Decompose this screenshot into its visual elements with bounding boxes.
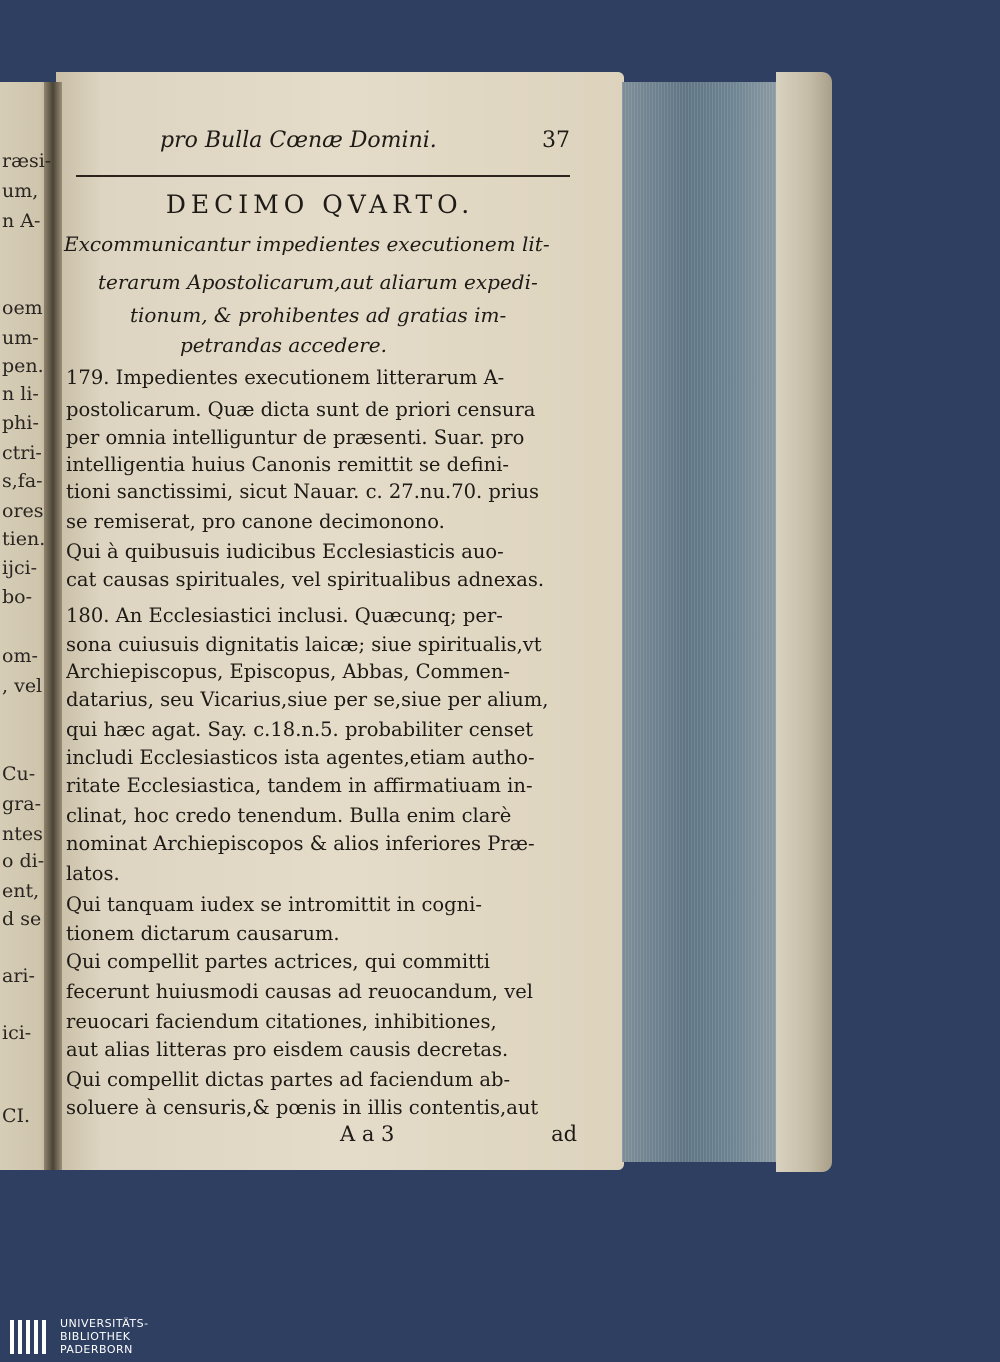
body-line: soluere à censuris,& pœnis in illis contentis,aut bbox=[66, 1096, 539, 1119]
body-line: Qui à quibusuis iudicibus Ecclesiasticis auo- bbox=[66, 540, 504, 563]
left-page-fragment: o di- bbox=[2, 850, 45, 872]
section-heading: DECIMO QVARTO. bbox=[165, 190, 475, 219]
body-line: 180. An Ecclesiastici inclusi. Quæcunq; per- bbox=[66, 604, 503, 627]
left-page-fragment: ari- bbox=[2, 965, 35, 987]
left-page-fragment: n li- bbox=[2, 383, 39, 405]
left-page-fragment: ores bbox=[2, 500, 44, 522]
left-page-fragment: n A- bbox=[2, 210, 41, 232]
body-line: fecerunt huiusmodi causas ad reuocandum, vel bbox=[66, 980, 534, 1003]
catchwords bbox=[340, 1122, 577, 1146]
footer-bar bbox=[0, 1312, 1000, 1362]
left-page-fragment: ntes bbox=[2, 823, 43, 845]
body-line: aut alias litteras pro eisdem causis decretas. bbox=[66, 1038, 509, 1061]
body-line: se remiserat, pro canone decimonono. bbox=[66, 510, 445, 533]
page-header bbox=[160, 128, 570, 158]
left-page-fragment: um, bbox=[2, 180, 39, 202]
page-number: 37 bbox=[542, 128, 570, 153]
left-page-fragment: ijci- bbox=[2, 557, 38, 579]
body-line: qui hæc agat. Say. c.18.n.5. probabiliter censet bbox=[66, 718, 534, 741]
summary-line: petrandas accedere. bbox=[180, 333, 387, 357]
header-rule bbox=[76, 175, 570, 177]
logo-line-3: PADERBORN bbox=[60, 1343, 133, 1356]
body-line: reuocari faciendum citationes, inhibitiones, bbox=[66, 1010, 497, 1033]
left-page-fragment: ctri- bbox=[2, 442, 42, 464]
left-page-edge bbox=[0, 82, 50, 1170]
summary-line: terarum Apostolicarum,aut aliarum expedi- bbox=[98, 270, 538, 294]
left-page-fragment: , vel bbox=[2, 675, 43, 697]
body-line: clinat, hoc credo tenendum. Bulla enim clarè bbox=[66, 804, 512, 827]
body-line: 179. Impedientes executionem litterarum A- bbox=[66, 366, 505, 389]
left-page-fragment: CI. bbox=[2, 1105, 31, 1127]
body-line: latos. bbox=[66, 862, 120, 885]
left-page-fragment: Cu- bbox=[2, 763, 36, 785]
logo-line-2: BIBLIOTHEK bbox=[60, 1330, 131, 1343]
left-page-fragment: oem bbox=[2, 297, 43, 319]
left-page-fragment: om- bbox=[2, 645, 38, 667]
left-page-fragment: phi- bbox=[2, 412, 39, 434]
body-line: includi Ecclesiasticos ista agentes,etiam autho- bbox=[66, 746, 535, 769]
body-line: Archiepiscopus, Episcopus, Abbas, Commen- bbox=[66, 660, 510, 683]
body-line: intelligentia huius Canonis remittit se defini- bbox=[66, 453, 510, 476]
body-line: datarius, seu Vicarius,siue per se,siue per alium, bbox=[66, 688, 549, 711]
library-logo-icon bbox=[8, 1316, 50, 1358]
logo-line-1: UNIVERSITÄTS- bbox=[60, 1317, 149, 1330]
book-cover-edge bbox=[776, 72, 832, 1172]
left-page-fragment: s,fa- bbox=[2, 470, 43, 492]
signature-mark: A a 3 bbox=[340, 1122, 395, 1146]
book-gutter bbox=[44, 82, 62, 1170]
left-page-fragment: um- bbox=[2, 327, 39, 349]
body-line: per omnia intelliguntur de præsenti. Suar. pro bbox=[66, 426, 525, 449]
body-line: cat causas spirituales, vel spiritualibus adnexas. bbox=[66, 568, 545, 591]
page-block-fore-edge bbox=[622, 82, 780, 1162]
running-head: pro Bulla Cœnæ Domini. bbox=[160, 128, 437, 153]
body-line: tionem dictarum causarum. bbox=[66, 922, 340, 945]
body-line: Qui tanquam iudex se intromittit in cogni- bbox=[66, 893, 483, 916]
left-page-fragment: d se bbox=[2, 908, 42, 930]
left-page-fragment: ici- bbox=[2, 1022, 32, 1044]
body-line: nominat Archiepiscopos & alios inferiores Præ- bbox=[66, 832, 535, 855]
body-line: sona cuiusuis dignitatis laicæ; siue spiritualis,vt bbox=[66, 633, 542, 656]
summary-line: tionum, & prohibentes ad gratias im- bbox=[130, 303, 507, 327]
left-page-fragment: gra- bbox=[2, 793, 41, 815]
left-page-fragment: pen. bbox=[2, 355, 44, 377]
body-line: postolicarum. Quæ dicta sunt de priori censura bbox=[66, 398, 536, 421]
left-page-fragment: bo- bbox=[2, 586, 33, 608]
body-line: Qui compellit dictas partes ad faciendum ab- bbox=[66, 1068, 511, 1091]
left-page-fragment: tien. bbox=[2, 528, 46, 550]
left-page-fragment: ent, bbox=[2, 880, 40, 902]
left-page-fragment: ræsi- bbox=[2, 150, 52, 172]
body-line: ritate Ecclesiastica, tandem in affirmatiuam in- bbox=[66, 774, 533, 797]
catchword: ad bbox=[551, 1122, 578, 1146]
body-line: tioni sanctissimi, sicut Nauar. c. 27.nu.70. prius bbox=[66, 480, 540, 503]
body-line: Qui compellit partes actrices, qui committi bbox=[66, 950, 490, 973]
summary-line: Excommunicantur impedientes executionem lit- bbox=[64, 232, 550, 256]
